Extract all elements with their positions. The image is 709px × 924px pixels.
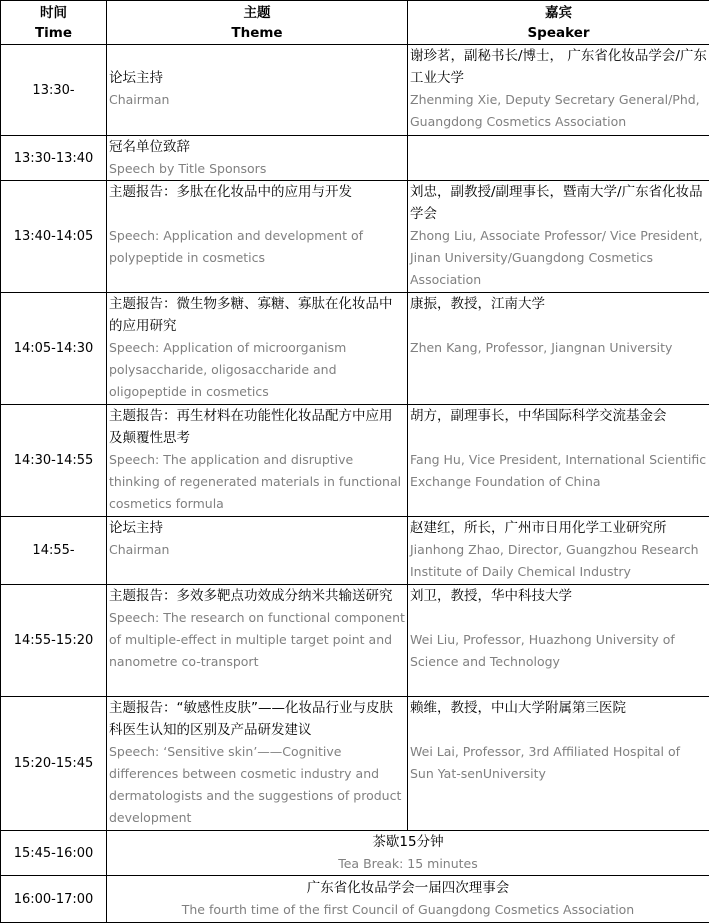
tea-break-zh: 茶歇15分钟 <box>372 834 444 850</box>
speaker-en: Jianhong Zhao, Director, Guangzhou Research Institute of Daily Chemical Industry <box>410 542 699 579</box>
table-row <box>1 293 709 405</box>
header-time-en: Time <box>34 24 73 41</box>
time-cell: 15:20-15:45 <box>1 697 107 831</box>
speaker-cell <box>408 585 709 697</box>
council-cell <box>107 876 709 923</box>
speaker-cell <box>408 697 709 831</box>
theme-zh: 论坛主持 <box>109 70 163 86</box>
theme-zh: 主题报告：微生物多糖、寡糖、寡肽在化妆品中的应用研究 <box>109 296 393 334</box>
header-speaker-zh: 嘉宾 <box>545 4 572 21</box>
speaker-cell <box>408 517 709 585</box>
table-row <box>1 697 709 831</box>
speaker-cell <box>408 405 709 517</box>
header-row <box>1 1 709 45</box>
table-row <box>1 45 709 136</box>
table-row <box>1 517 709 585</box>
speaker-zh: 胡方，副理事长，中华国际科学交流基金会 <box>410 408 667 424</box>
theme-cell <box>107 697 408 831</box>
theme-zh: 主题报告：再生材料在功能性化妆品配方中应用及颠覆性思考 <box>109 408 393 446</box>
table-row <box>1 585 709 697</box>
theme-en: Speech: The research on functional component of multiple-effect in multiple target point and nanometre co-transport <box>109 610 405 669</box>
theme-cell <box>107 585 408 697</box>
header-time-zh: 时间 <box>40 4 67 21</box>
speaker-zh: 刘卫，教授，华中科技大学 <box>410 588 572 604</box>
speaker-zh: 谢珍茗，副秘书长/博士， 广东省化妆品学会/广东工业大学 <box>410 48 707 86</box>
theme-en: Speech by Title Sponsors <box>109 161 267 176</box>
tea-break-row <box>1 831 709 876</box>
header-time <box>1 1 107 45</box>
tea-break-en: Tea Break: 15 minutes <box>338 856 478 871</box>
time-cell: 16:00-17:00 <box>1 876 107 923</box>
theme-en: Speech: Application and development of polypeptide in cosmetics <box>109 228 364 265</box>
theme-cell <box>107 181 408 293</box>
time-cell: 14:55- <box>1 517 107 585</box>
time-cell: 14:55-15:20 <box>1 585 107 697</box>
time-cell: 14:30-14:55 <box>1 405 107 517</box>
time-cell: 13:30-13:40 <box>1 136 107 181</box>
header-theme-en: Theme <box>231 24 283 41</box>
theme-zh: 论坛主持 <box>109 520 163 536</box>
speaker-en: Zhen Kang, Professor, Jiangnan University <box>410 340 673 355</box>
time-cell: 14:05-14:30 <box>1 293 107 405</box>
theme-cell <box>107 405 408 517</box>
speaker-en: Wei Liu, Professor, Huazhong University of Science and Technology <box>410 632 675 669</box>
header-theme-zh: 主题 <box>243 4 271 21</box>
table-row <box>1 181 709 293</box>
time-cell: 15:45-16:00 <box>1 831 107 876</box>
speaker-en: Zhong Liu, Associate Professor/ Vice President, Jinan University/Guangdong Cosmetics Association <box>410 228 703 287</box>
speaker-en: Wei Lai, Professor, 3rd Affiliated Hospital of Sun Yat-senUniversity <box>410 744 681 781</box>
council-zh: 广东省化妆品学会一届四次理事会 <box>306 880 510 896</box>
council-en: The fourth time of the first Council of Guangdong Cosmetics Association <box>181 902 635 917</box>
theme-en: Chairman <box>109 542 170 557</box>
speaker-zh: 刘忠，副教授/副理事长，暨南大学/广东省化妆品学会 <box>410 184 703 222</box>
speaker-cell <box>408 181 709 293</box>
theme-cell <box>107 45 408 136</box>
council-row <box>1 876 709 923</box>
theme-cell <box>107 136 408 181</box>
theme-en: Speech: The application and disruptive thinking of regenerated materials in functional cosmetics formula <box>109 452 402 511</box>
theme-zh: 冠名单位致辞 <box>109 139 190 155</box>
speaker-en: Zhenming Xie, Deputy Secretary General/Phd, Guangdong Cosmetics Association <box>410 92 700 129</box>
tea-break-cell <box>107 831 709 876</box>
time-cell: 13:40-14:05 <box>1 181 107 293</box>
theme-en: Speech: ‘Sensitive skin’——Cognitive differences between cosmetic industry and dermatologists and the suggestions of product development <box>109 744 402 825</box>
speaker-cell <box>408 293 709 405</box>
header-speaker <box>408 1 709 45</box>
speaker-en: Fang Hu, Vice President, International Scientific Exchange Foundation of China <box>410 452 707 489</box>
speaker-cell <box>408 136 709 181</box>
theme-zh: 主题报告：“敏感性皮肤”——化妆品行业与皮肤科医生认知的区别及产品研发建议 <box>109 700 393 738</box>
theme-cell <box>107 293 408 405</box>
header-speaker-en: Speaker <box>527 24 590 41</box>
theme-zh: 主题报告：多效多靶点功效成分纳米共输送研究 <box>109 588 393 604</box>
speaker-zh: 康振，教授，江南大学 <box>410 296 545 312</box>
speaker-zh: 赵建红，所长，广州市日用化学工业研究所 <box>410 520 667 536</box>
speaker-zh: 赖维，教授，中山大学附属第三医院 <box>410 700 626 716</box>
header-theme <box>107 1 408 45</box>
time-cell: 13:30- <box>1 45 107 136</box>
table-row <box>1 405 709 517</box>
theme-cell <box>107 517 408 585</box>
theme-en: Chairman <box>109 92 170 107</box>
theme-zh: 主题报告：多肽在化妆品中的应用与开发 <box>109 184 352 200</box>
table-row <box>1 136 709 181</box>
speaker-cell <box>408 45 709 136</box>
theme-en: Speech: Application of microorganism polysaccharide, oligosaccharide and oligopeptide in cosmetics <box>109 340 347 399</box>
